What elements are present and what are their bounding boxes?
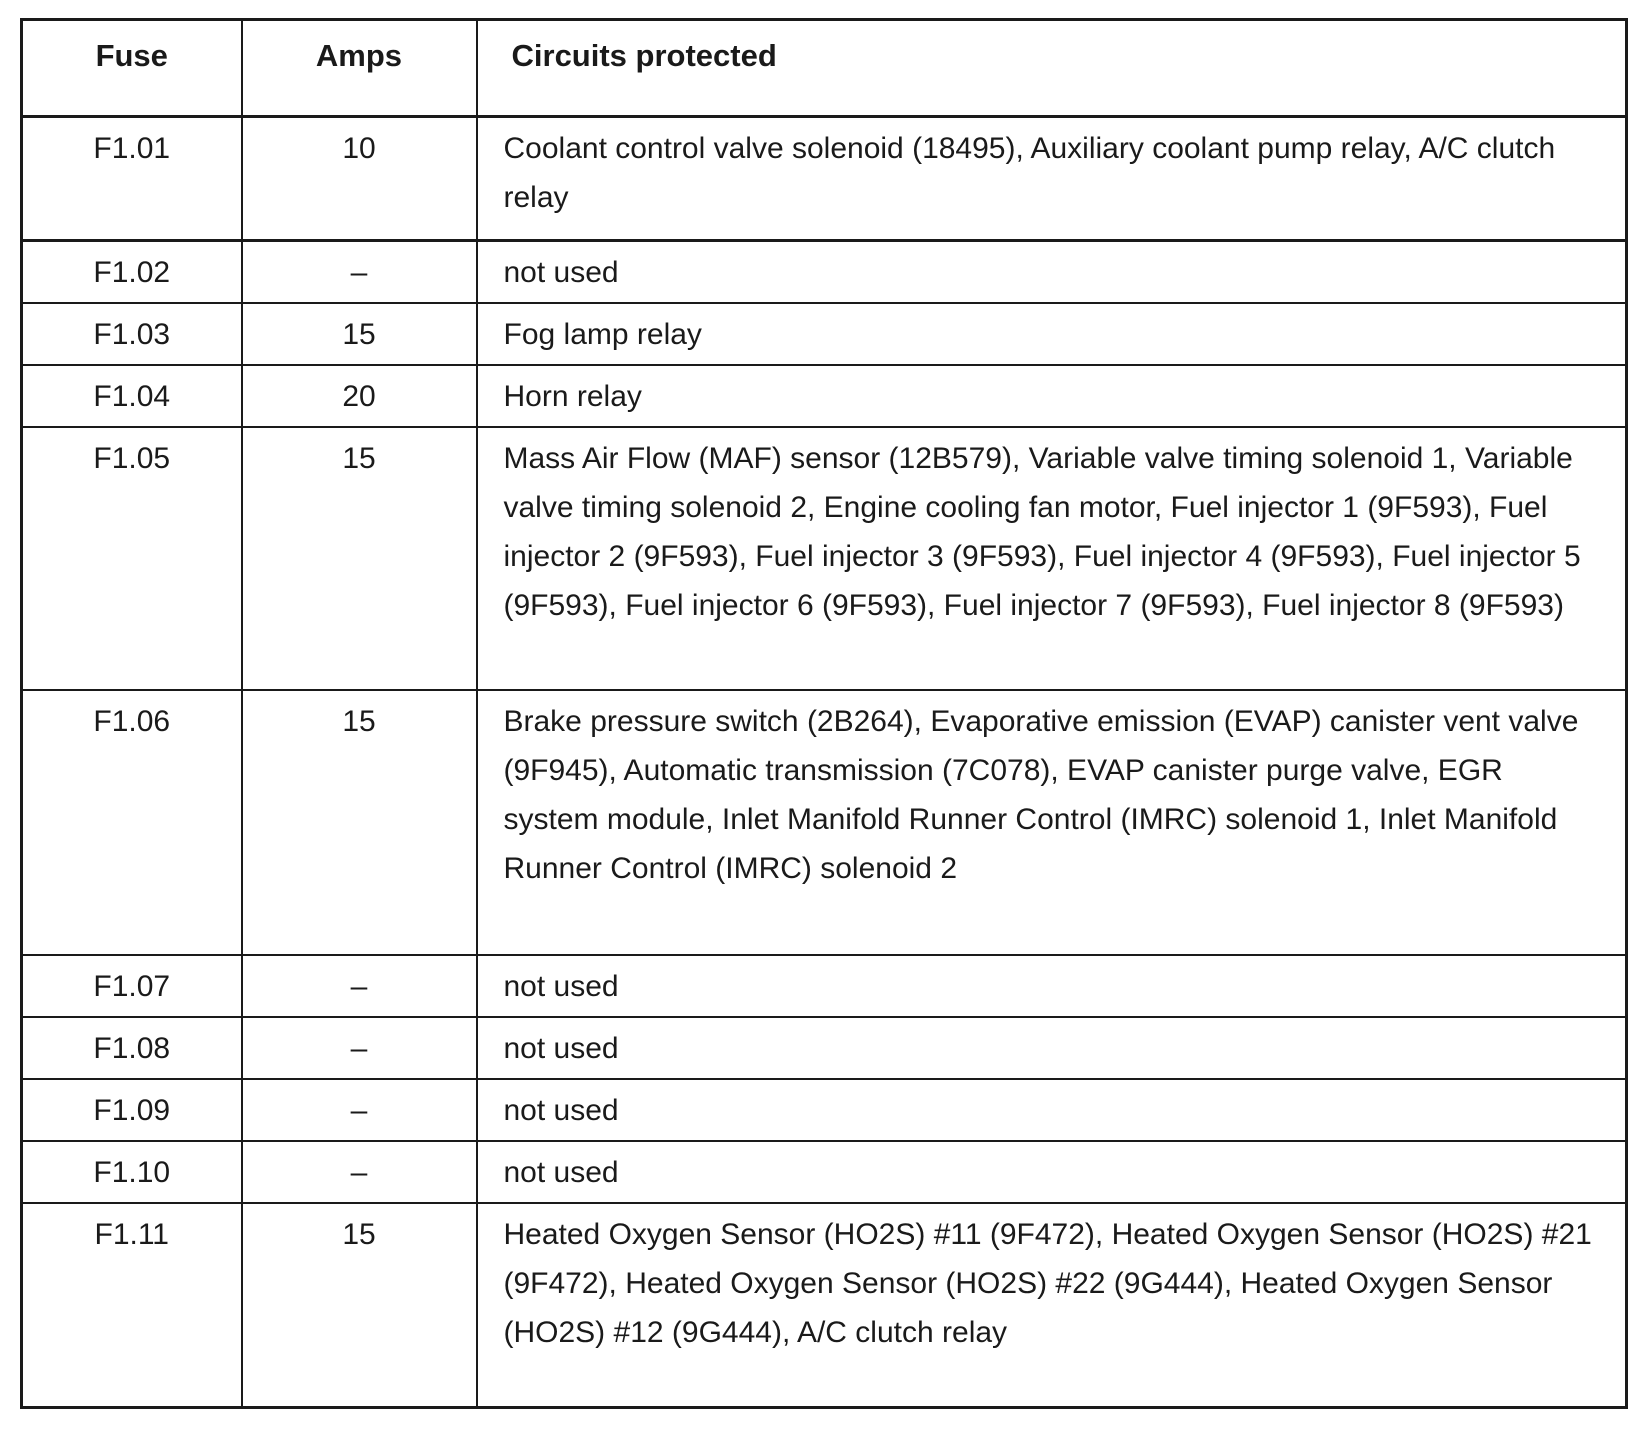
fuse-cell: F1.07: [22, 955, 242, 1017]
amps-cell: 15: [242, 427, 477, 690]
circuits-cell: Fog lamp relay: [477, 303, 1627, 365]
circuits-cell: Horn relay: [477, 365, 1627, 427]
circuits-cell: not used: [477, 241, 1627, 303]
table-row: [22, 117, 1627, 241]
amps-cell: –: [242, 1079, 477, 1141]
fuse-cell: F1.02: [22, 241, 242, 303]
circuits-cell: Mass Air Flow (MAF) sensor (12B579), Variable valve timing solenoid 1, Variable valve timing solenoid 2, Engine cooling fan motor, Fuel injector 1 (9F593), Fuel injector 2 (9F593), Fuel injector 3 (9F593), Fuel injector 4 (9F593), Fuel injector 5 (9F593), Fuel injector 6 (9F593), Fuel injector 7 (9F593), Fuel injector 8 (9F593): [477, 427, 1627, 690]
fuse-cell: F1.04: [22, 365, 242, 427]
circuits-cell: Heated Oxygen Sensor (HO2S) #11 (9F472), Heated Oxygen Sensor (HO2S) #21 (9F472), Heated Oxygen Sensor (HO2S) #22 (9G444), Heated Oxygen Sensor (HO2S) #12 (9G444), A/C clutch relay: [477, 1203, 1627, 1408]
amps-cell: 15: [242, 303, 477, 365]
circuits-cell: Coolant control valve solenoid (18495), Auxiliary coolant pump relay, A/C clutch relay: [477, 117, 1627, 241]
fuse-cell: F1.03: [22, 303, 242, 365]
table-row: [22, 365, 1627, 427]
fuse-cell: F1.06: [22, 690, 242, 955]
table-row: [22, 1017, 1627, 1079]
table-row: [22, 955, 1627, 1017]
header-circuits: Circuits protected: [477, 20, 1627, 117]
amps-cell: –: [242, 955, 477, 1017]
header-amps: Amps: [242, 20, 477, 117]
table-header-row: [22, 20, 1627, 117]
table-row: [22, 427, 1627, 690]
fuse-cell: F1.10: [22, 1141, 242, 1203]
amps-cell: –: [242, 1017, 477, 1079]
table-row: [22, 241, 1627, 303]
fuse-cell: F1.08: [22, 1017, 242, 1079]
table-row: [22, 1141, 1627, 1203]
amps-cell: –: [242, 1141, 477, 1203]
header-fuse: Fuse: [22, 20, 242, 117]
table-row: [22, 303, 1627, 365]
table-row: [22, 1203, 1627, 1408]
table-row: [22, 690, 1627, 955]
circuits-cell: not used: [477, 1079, 1627, 1141]
circuits-cell: Brake pressure switch (2B264), Evaporative emission (EVAP) canister vent valve (9F945), Automatic transmission (7C078), EVAP canister purge valve, EGR system module, Inlet Manifold Runner Control (IMRC) solenoid 1, Inlet Manifold Runner Control (IMRC) solenoid 2: [477, 690, 1627, 955]
fuse-cell: F1.05: [22, 427, 242, 690]
fuse-cell: F1.11: [22, 1203, 242, 1408]
amps-cell: 15: [242, 1203, 477, 1408]
fuse-table: [20, 18, 1628, 1409]
circuits-cell: not used: [477, 1141, 1627, 1203]
fuse-cell: F1.09: [22, 1079, 242, 1141]
amps-cell: –: [242, 241, 477, 303]
circuits-cell: not used: [477, 1017, 1627, 1079]
amps-cell: 10: [242, 117, 477, 241]
amps-cell: 20: [242, 365, 477, 427]
table-row: [22, 1079, 1627, 1141]
amps-cell: 15: [242, 690, 477, 955]
fuse-cell: F1.01: [22, 117, 242, 241]
circuits-cell: not used: [477, 955, 1627, 1017]
